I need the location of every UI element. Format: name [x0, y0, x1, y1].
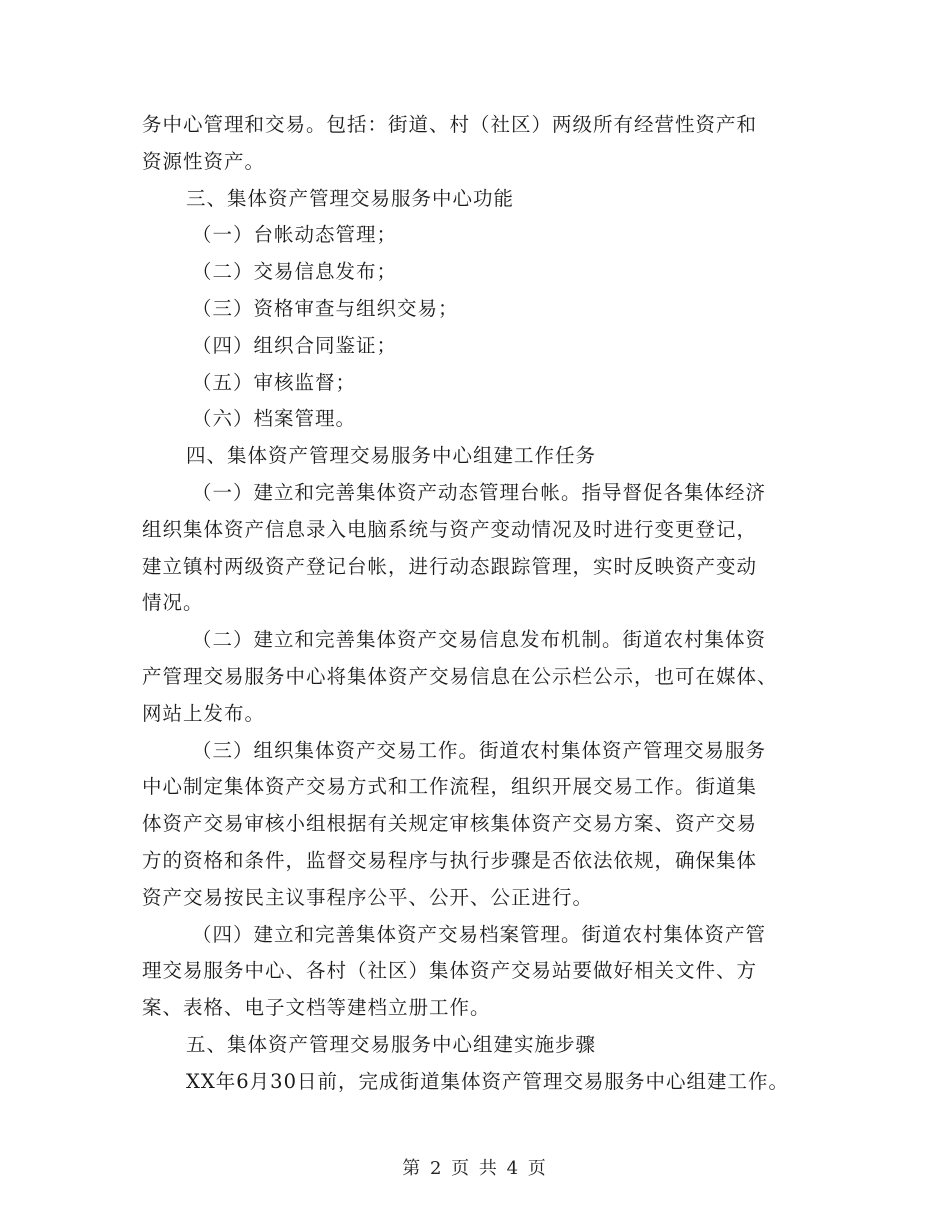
text-line: 建立镇村两级资产登记台帐，进行动态跟踪管理，实时反映资产变动 [142, 554, 758, 578]
text-line: 四、集体资产管理交易服务中心组建工作任务 [186, 444, 597, 468]
text-line: （三）资格审查与组织交易； [192, 296, 459, 320]
text-line: 中心制定集体资产交易方式和工作流程，组织开展交易工作。街道集 [142, 775, 758, 799]
text-line: （二）交易信息发布； [192, 260, 398, 284]
text-line: 三、集体资产管理交易服务中心功能 [186, 186, 515, 210]
text-line: 体资产交易审核小组根据有关规定审核集体资产交易方案、资产交易 [142, 812, 758, 836]
text-line: （三）组织集体资产交易工作。街道农村集体资产管理交易服务 [192, 738, 767, 762]
text-line: （四）组织合同鉴证； [192, 333, 398, 357]
text-line: 案、表格、电子文档等建档立册工作。 [142, 996, 491, 1020]
text-line: （一）建立和完善集体资产动态管理台帐。指导督促各集体经济 [192, 480, 767, 504]
text-line: （四）建立和完善集体资产交易档案管理。街道农村集体资产管 [192, 922, 767, 946]
text-line: 资产交易按民主议事程序公平、公开、公正进行。 [142, 885, 594, 909]
text-line: XX年6月30日前，完成街道集体资产管理交易服务中心组建工作。 [186, 1069, 789, 1093]
text-line: （五）审核监督； [192, 370, 357, 394]
text-line: 务中心管理和交易。包括：街道、村（社区）两级所有经营性资产和 [142, 113, 758, 136]
text-line: 资源性资产。 [142, 149, 266, 173]
text-line: 产管理交易服务中心将集体资产交易信息在公示栏公示，也可在媒体、 [142, 664, 778, 688]
text-line: 情况。 [142, 591, 204, 615]
text-line: （一）台帐动态管理； [192, 223, 398, 247]
page-footer: 第 2 页 共 4 页 [402, 1158, 548, 1179]
document-body [142, 107, 832, 1101]
text-line: （六）档案管理。 [192, 407, 357, 431]
text-line: （二）建立和完善集体资产交易信息发布机制。街道农村集体资 [192, 628, 767, 652]
text-line: 网站上发布。 [142, 701, 266, 725]
text-line: 五、集体资产管理交易服务中心组建实施步骤 [186, 1032, 597, 1056]
text-line: 组织集体资产信息录入电脑系统与资产变动情况及时进行变更登记， [142, 517, 758, 541]
text-line: 理交易服务中心、各村（社区）集体资产交易站要做好相关文件、方 [142, 959, 758, 983]
text-line: 方的资格和条件，监督交易程序与执行步骤是否依法依规，确保集体 [142, 848, 758, 872]
